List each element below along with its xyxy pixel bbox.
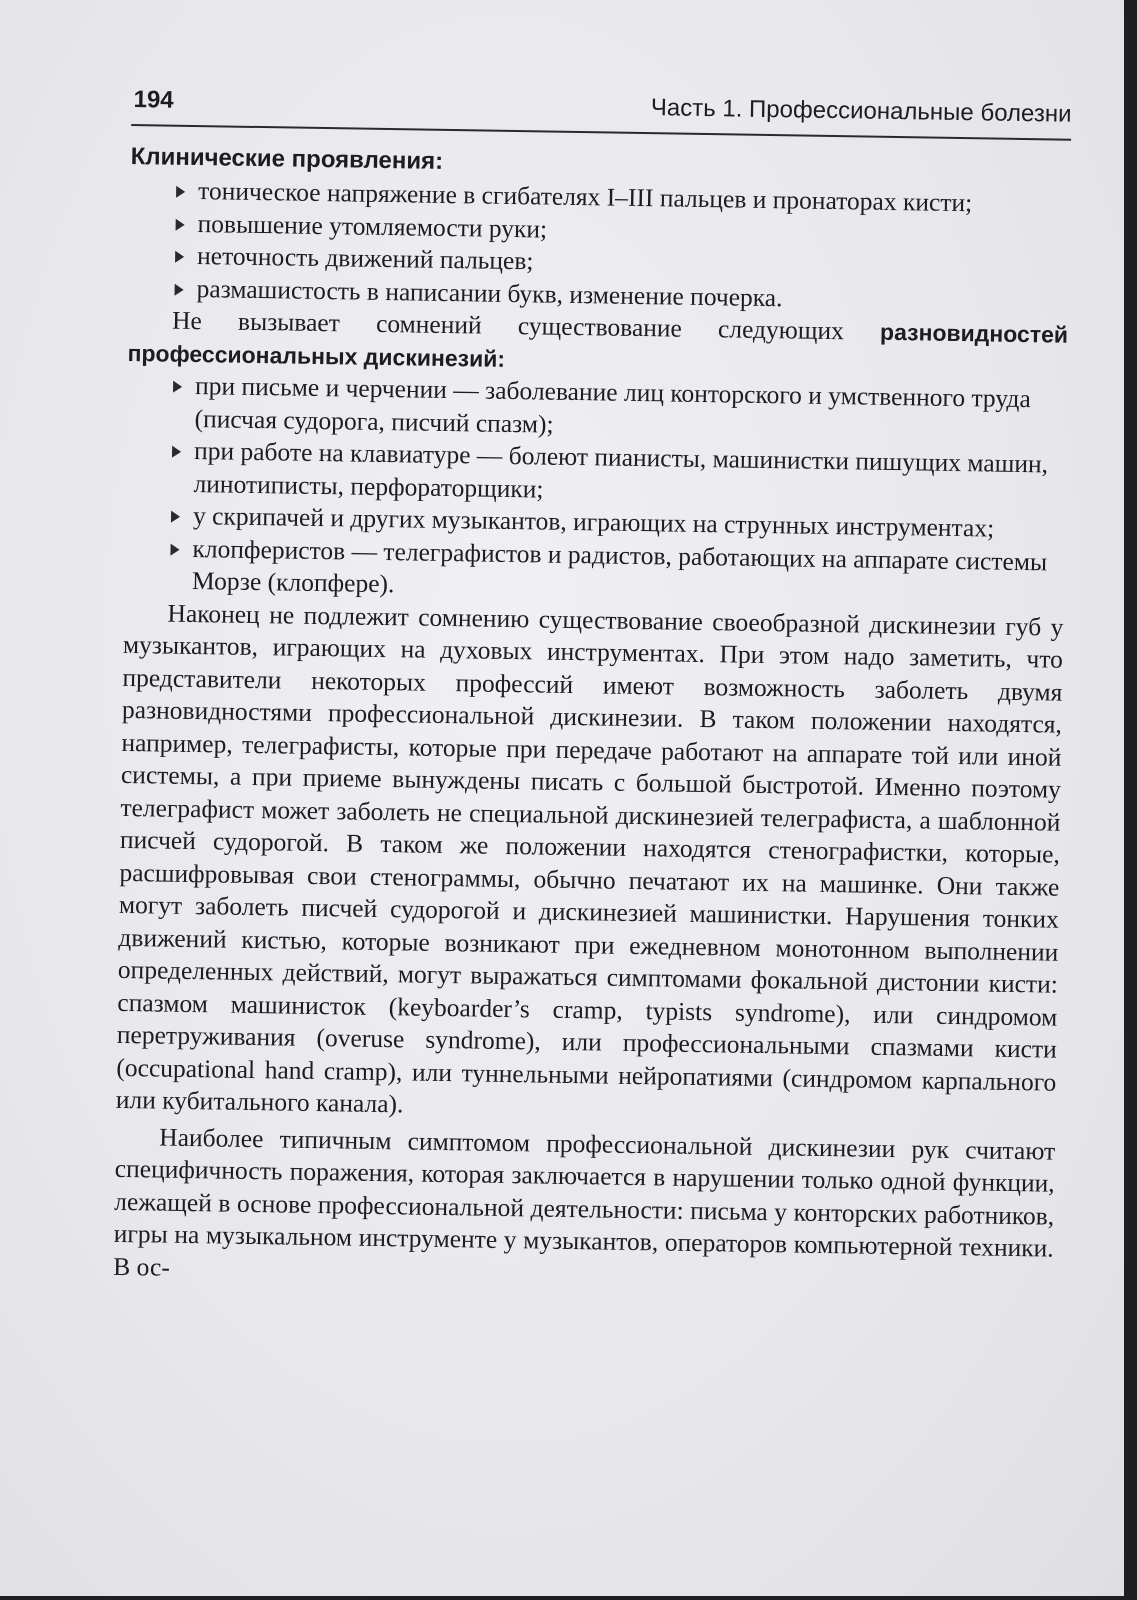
clinical-list	[128, 174, 1070, 319]
varieties-intro-text: Не вызывает сомнений существование следующих	[171, 305, 881, 346]
body-paragraph: Наиболее типичным симптомом профессиональной дискинезии рук считают специфичность поражения, которая заключается в нарушении только одной функции, лежащей в основе профессиональной деятельности: письма у конторских работников, игры на музыкальном инструменте у музыкантов, операторов компьютерной техники. В ос-	[113, 1122, 1056, 1282]
list-item: размашистость в написании букв, изменение почерка.	[172, 272, 1068, 319]
page-number: 194	[133, 86, 174, 114]
varieties-intro-bold: разновидностей профессиональных дискинезий:	[127, 318, 1069, 372]
list-item: неточность движений пальцев;	[173, 240, 1069, 287]
chapter-title: Часть 1. Профессиональные болезни	[650, 94, 1072, 128]
varieties-list	[124, 369, 1067, 611]
list-item: клопферистов — телеграфистов и радистов, работающих на аппарате системы Морзе (клопфере).	[168, 532, 1065, 611]
list-item: у скрипачей и других музыкантов, играющих на струнных инструментах;	[169, 500, 1065, 547]
clinical-heading: Клинические проявления:	[130, 142, 444, 175]
list-item: повышение утомляемости руки;	[173, 207, 1069, 254]
body-paragraph: Наконец не подлежит сомнению существование своеобразной дискинезии губ у музыкантов, играющих на духовых инструментах. При этом надо заметить, что представители некоторых профессий имеют возможность заболеть двумя разновидностями профессиональной дискинезии. В таком положении находятся, например, телеграфисты, которые при передаче работают на аппарате той или иной системы, а при приеме вынуждены писать с большой быстротой. Именно поэтому телеграфист может заболеть не специальной дискинезией телеграфиста, а шаблонной писчей судорогой. В таком же положении находятся стенографистки, которые, расшифровывая свои стенограммы, обычно печатают их на машинке. Они также могут заболеть писчей судорогой и дискинезией машинистки. Нарушения тонких движений кистью, которые возникают при ежедневном монотонном выполнении определенных действий, могут выражаться симптомами фокальной дистонии кисти: спазмом машинисток (keyboarder’s cramp, typists syndrome), или синдромом перетруживания (overuse syndrome), или профессиональными спазмами кисти (occupational hand cramp), или туннельными нейропатиями (синдромом карпального или кубитального канала).	[115, 598, 1064, 1119]
list-item: тоническое напряжение в сгибателях I–III пальцев и пронаторах кисти;	[174, 175, 1070, 222]
list-item: при работе на клавиатуре — болеют пианисты, машинистки пишущих машин, линотиписты, перфораторщики;	[169, 435, 1066, 514]
page-content	[113, 126, 1071, 1298]
list-item: при письме и черчении — заболевание лиц конторского и умственного труда (писчая судорога, писчий спазм);	[170, 370, 1067, 449]
page-sheet	[113, 74, 1072, 1298]
